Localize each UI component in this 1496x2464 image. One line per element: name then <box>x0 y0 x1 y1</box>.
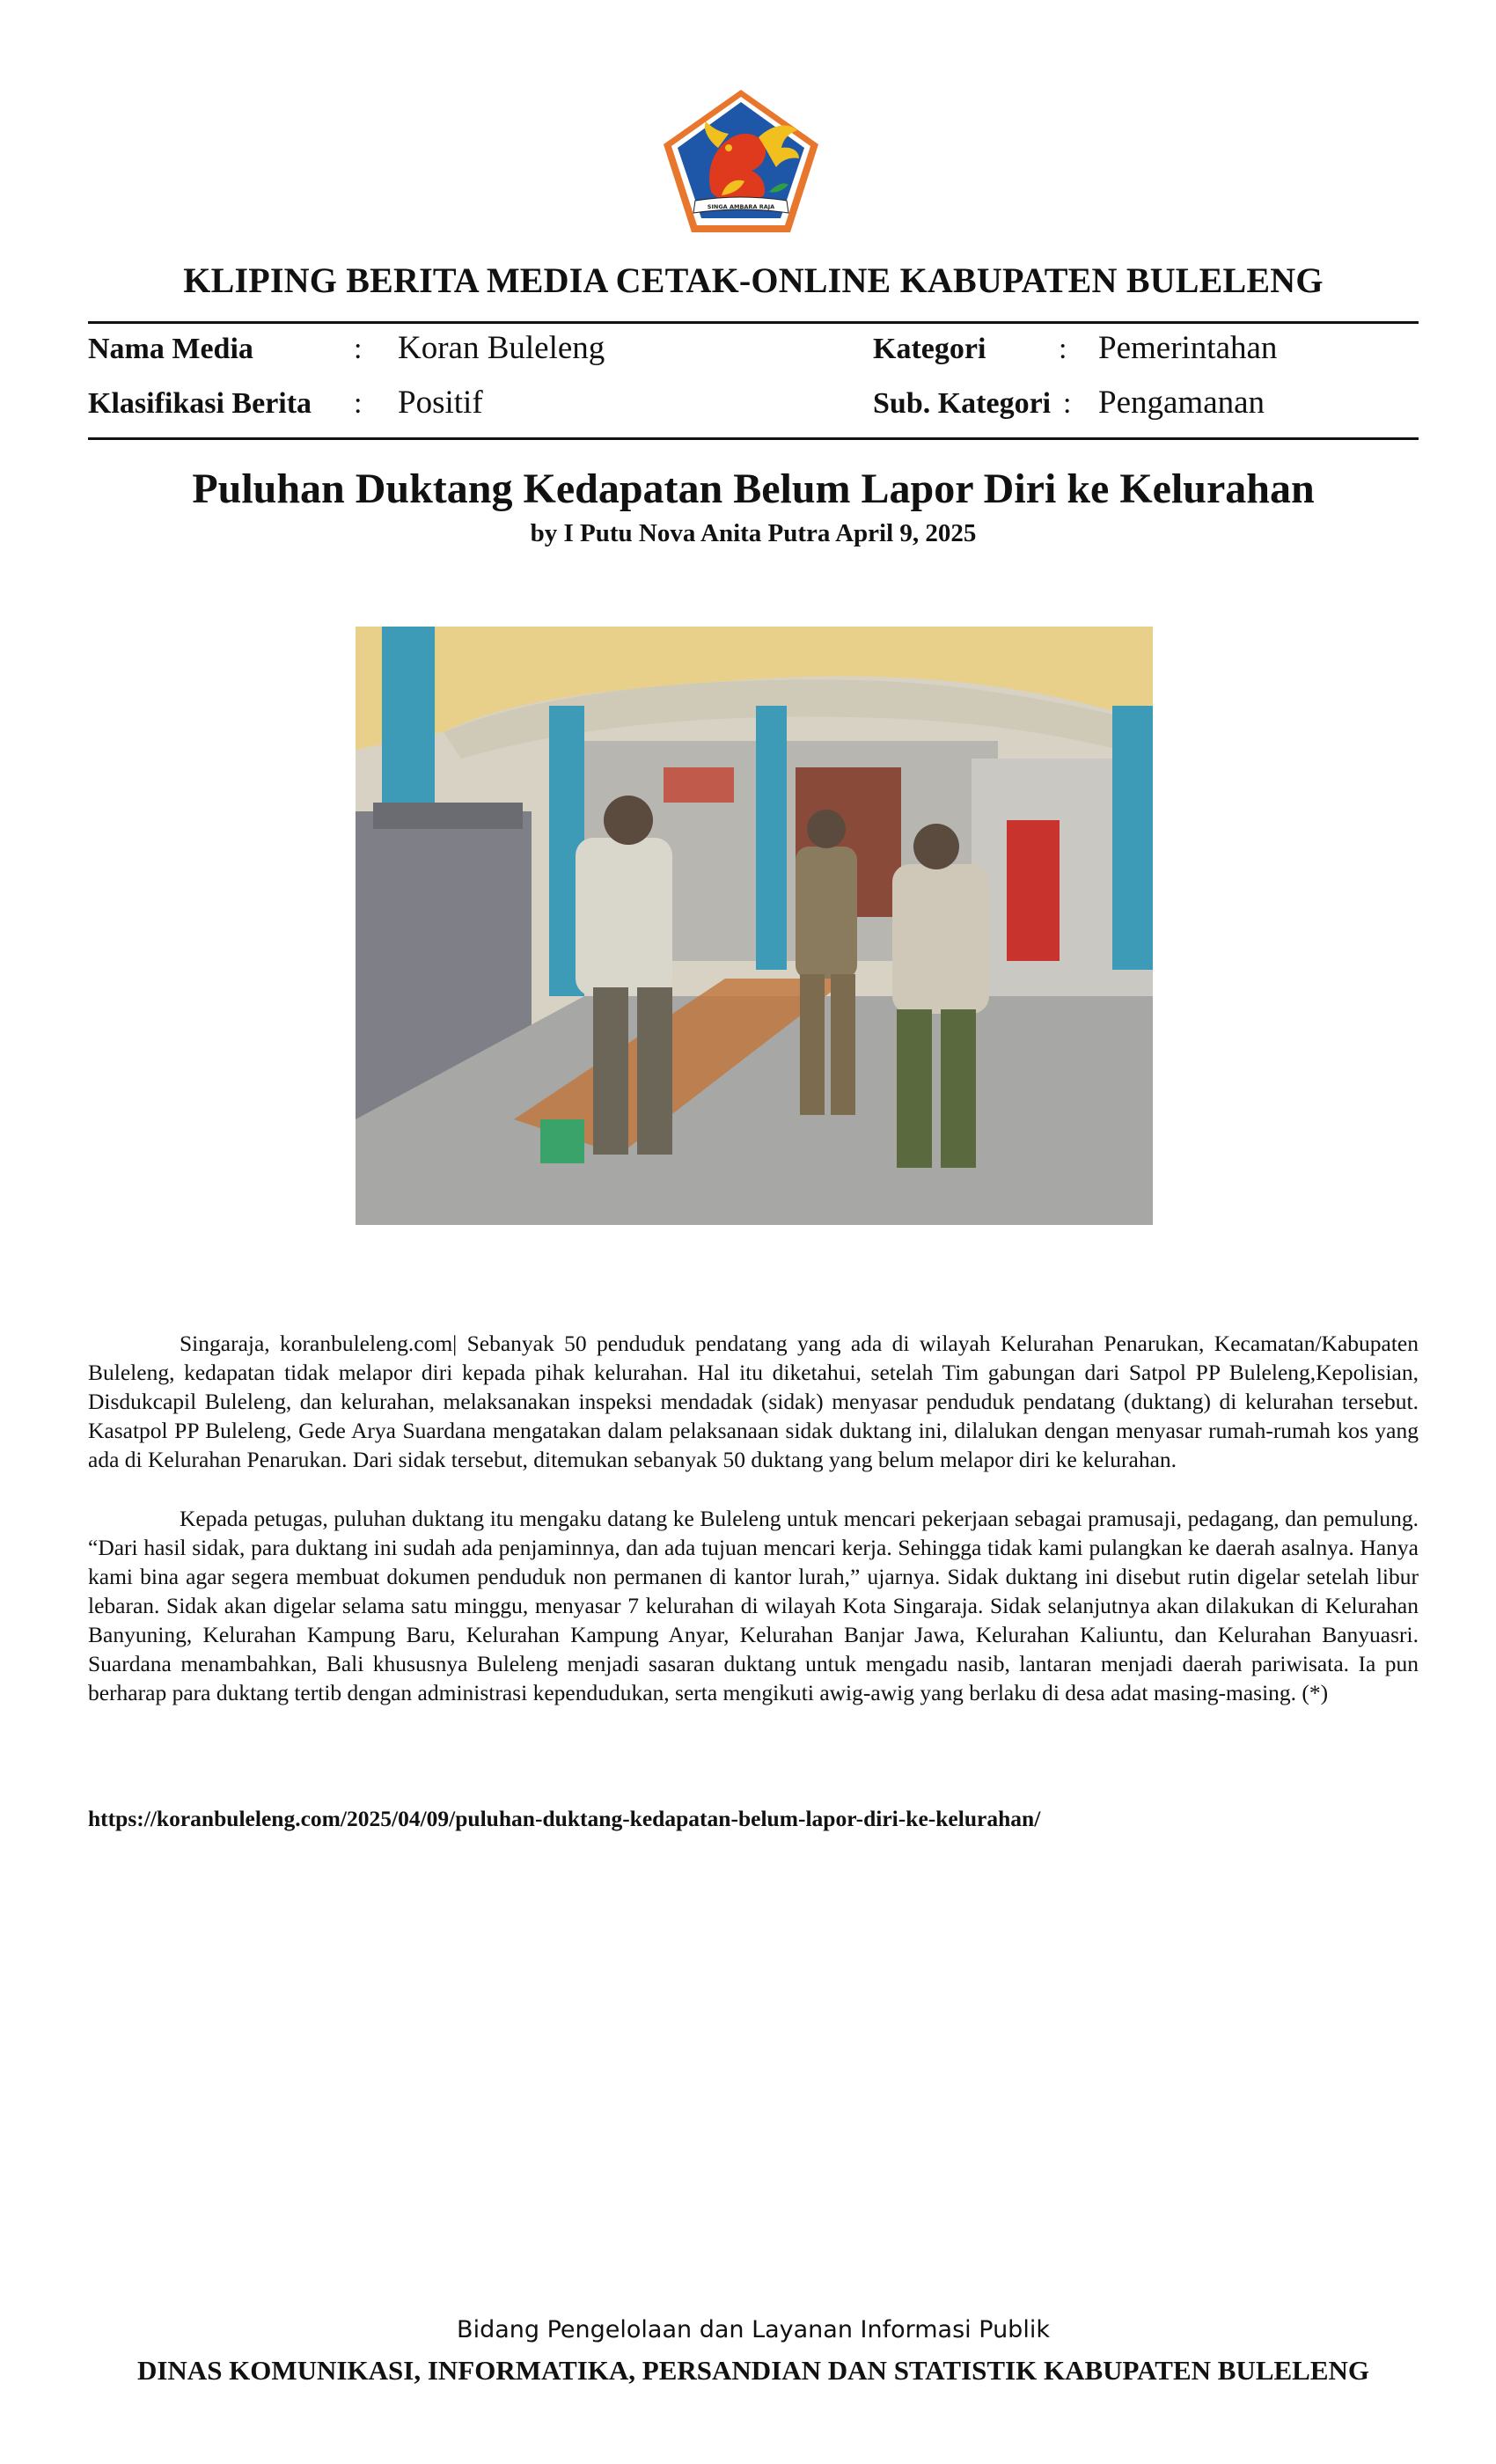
emblem-svg <box>660 86 822 236</box>
clipping-header-title: KLIPING BERITA MEDIA CETAK-ONLINE KABUPATEN BULELENG <box>183 260 1324 300</box>
klasifikasi-value: Positif <box>398 385 483 421</box>
meta-row-2 <box>88 382 1419 426</box>
article-paragraph-2: Kepada petugas, puluhan duktang itu mengaku datang ke Buleleng untuk mencari pekerjaan sebagai pramusaji, pedagang, dan pemulung. “Dari hasil sidak, para duktang ini sudah ada penjaminnya, dan ada tujuan mencari kerja. Sehingga tidak kami pulangkan ke daerah asalnya. Hanya kami bina agar segera membuat dokumen penduduk non permanen di kantor lurah,” ujarnya. Sidak duktang ini disebut rutin digelar setelah libur lebaran. Sidak akan digelar selama satu minggu, menyasar 7 kelurahan di wilayah Kota Singaraja. Sidak selanjutnya akan dilakukan di Kelurahan Banyuning, Kelurahan Kampung Baru, Kelurahan Kampung Anyar, Kelurahan Banjar Jawa, Kelurahan Kaliuntu, dan Kelurahan Banyuasri. Suardana menambahkan, Bali khususnya Buleleng menjadi sasaran duktang untuk mengadu nasib, lantaran menjadi daerah pariwisata. Ia pun berharap para duktang tertib dengan administrasi kependudukan, serta mengikuti awig-awig yang berlaku di desa adat masing-masing. (*) <box>88 1506 1419 1705</box>
footer-agency: DINAS KOMUNIKASI, INFORMATIKA, PERSANDIAN DAN STATISTIK KABUPATEN BULELENG <box>136 2355 1370 2386</box>
kategori-value: Pemerintahan <box>1098 330 1278 366</box>
sub-kategori-colon: : <box>1063 387 1072 420</box>
sub-kategori-value: Pengamanan <box>1098 385 1265 421</box>
article-photo <box>356 627 1153 1225</box>
kategori-label: Kategori <box>873 333 986 365</box>
sub-kategori-label: Sub. Kategori <box>873 387 1052 420</box>
source-url-link[interactable]: https://koranbuleleng.com/2025/04/09/puluhan-duktang-kedapatan-belum-lapor-diri-ke-kelurahan/ <box>88 1806 1041 1831</box>
article-body <box>88 1329 1419 1737</box>
regency-emblem-logo <box>660 86 822 236</box>
article-byline: by I Putu Nova Anita Putra April 9, 2025 <box>530 519 977 547</box>
article-title: Puluhan Duktang Kedapatan Belum Lapor Diri ke Kelurahan <box>192 466 1315 512</box>
article-paragraph-1: Singaraja, koranbuleleng.com| Sebanyak 50 penduduk pendatang yang ada di wilayah Kelurahan Penarukan, Kecamatan/Kabupaten Buleleng, kedapatan tidak melapor diri kepada pihak kelurahan. Hal itu diketahui, setelah Tim gabungan dari Satpol PP Buleleng,Kepolisian, Disdukcapil Buleleng, dan kelurahan, melaksanakan inspeksi mendadak (sidak) menyasar penduduk pendatang (duktang) di kelurahan tersebut. Kasatpol PP Buleleng, Gede Arya Suardana mengatakan dalam pelaksanaan sidak duktang ini, dilalukan dengan menyasar rumah-rumah kos yang ada di Kelurahan Penarukan. Dari sidak tersebut, ditemukan sebanyak 50 duktang yang belum melapor diri ke kelurahan. <box>88 1331 1419 1472</box>
klasifikasi-label: Klasifikasi Berita <box>88 387 312 420</box>
header-bottom-rule <box>88 437 1419 440</box>
nama-media-colon: : <box>354 333 363 365</box>
header-top-rule <box>88 321 1419 324</box>
kategori-colon: : <box>1059 333 1067 365</box>
emblem-ribbon-text: SINGA AMBARA RAJA <box>707 203 775 210</box>
article-photo-svg <box>356 627 1153 1225</box>
nama-media-label: Nama Media <box>88 333 253 365</box>
nama-media-value: Koran Buleleng <box>398 330 605 366</box>
meta-row-1 <box>88 327 1419 371</box>
footer-department: Bidang Pengelolaan dan Layanan Informasi Publik <box>457 2316 1050 2343</box>
klasifikasi-colon: : <box>354 387 363 420</box>
